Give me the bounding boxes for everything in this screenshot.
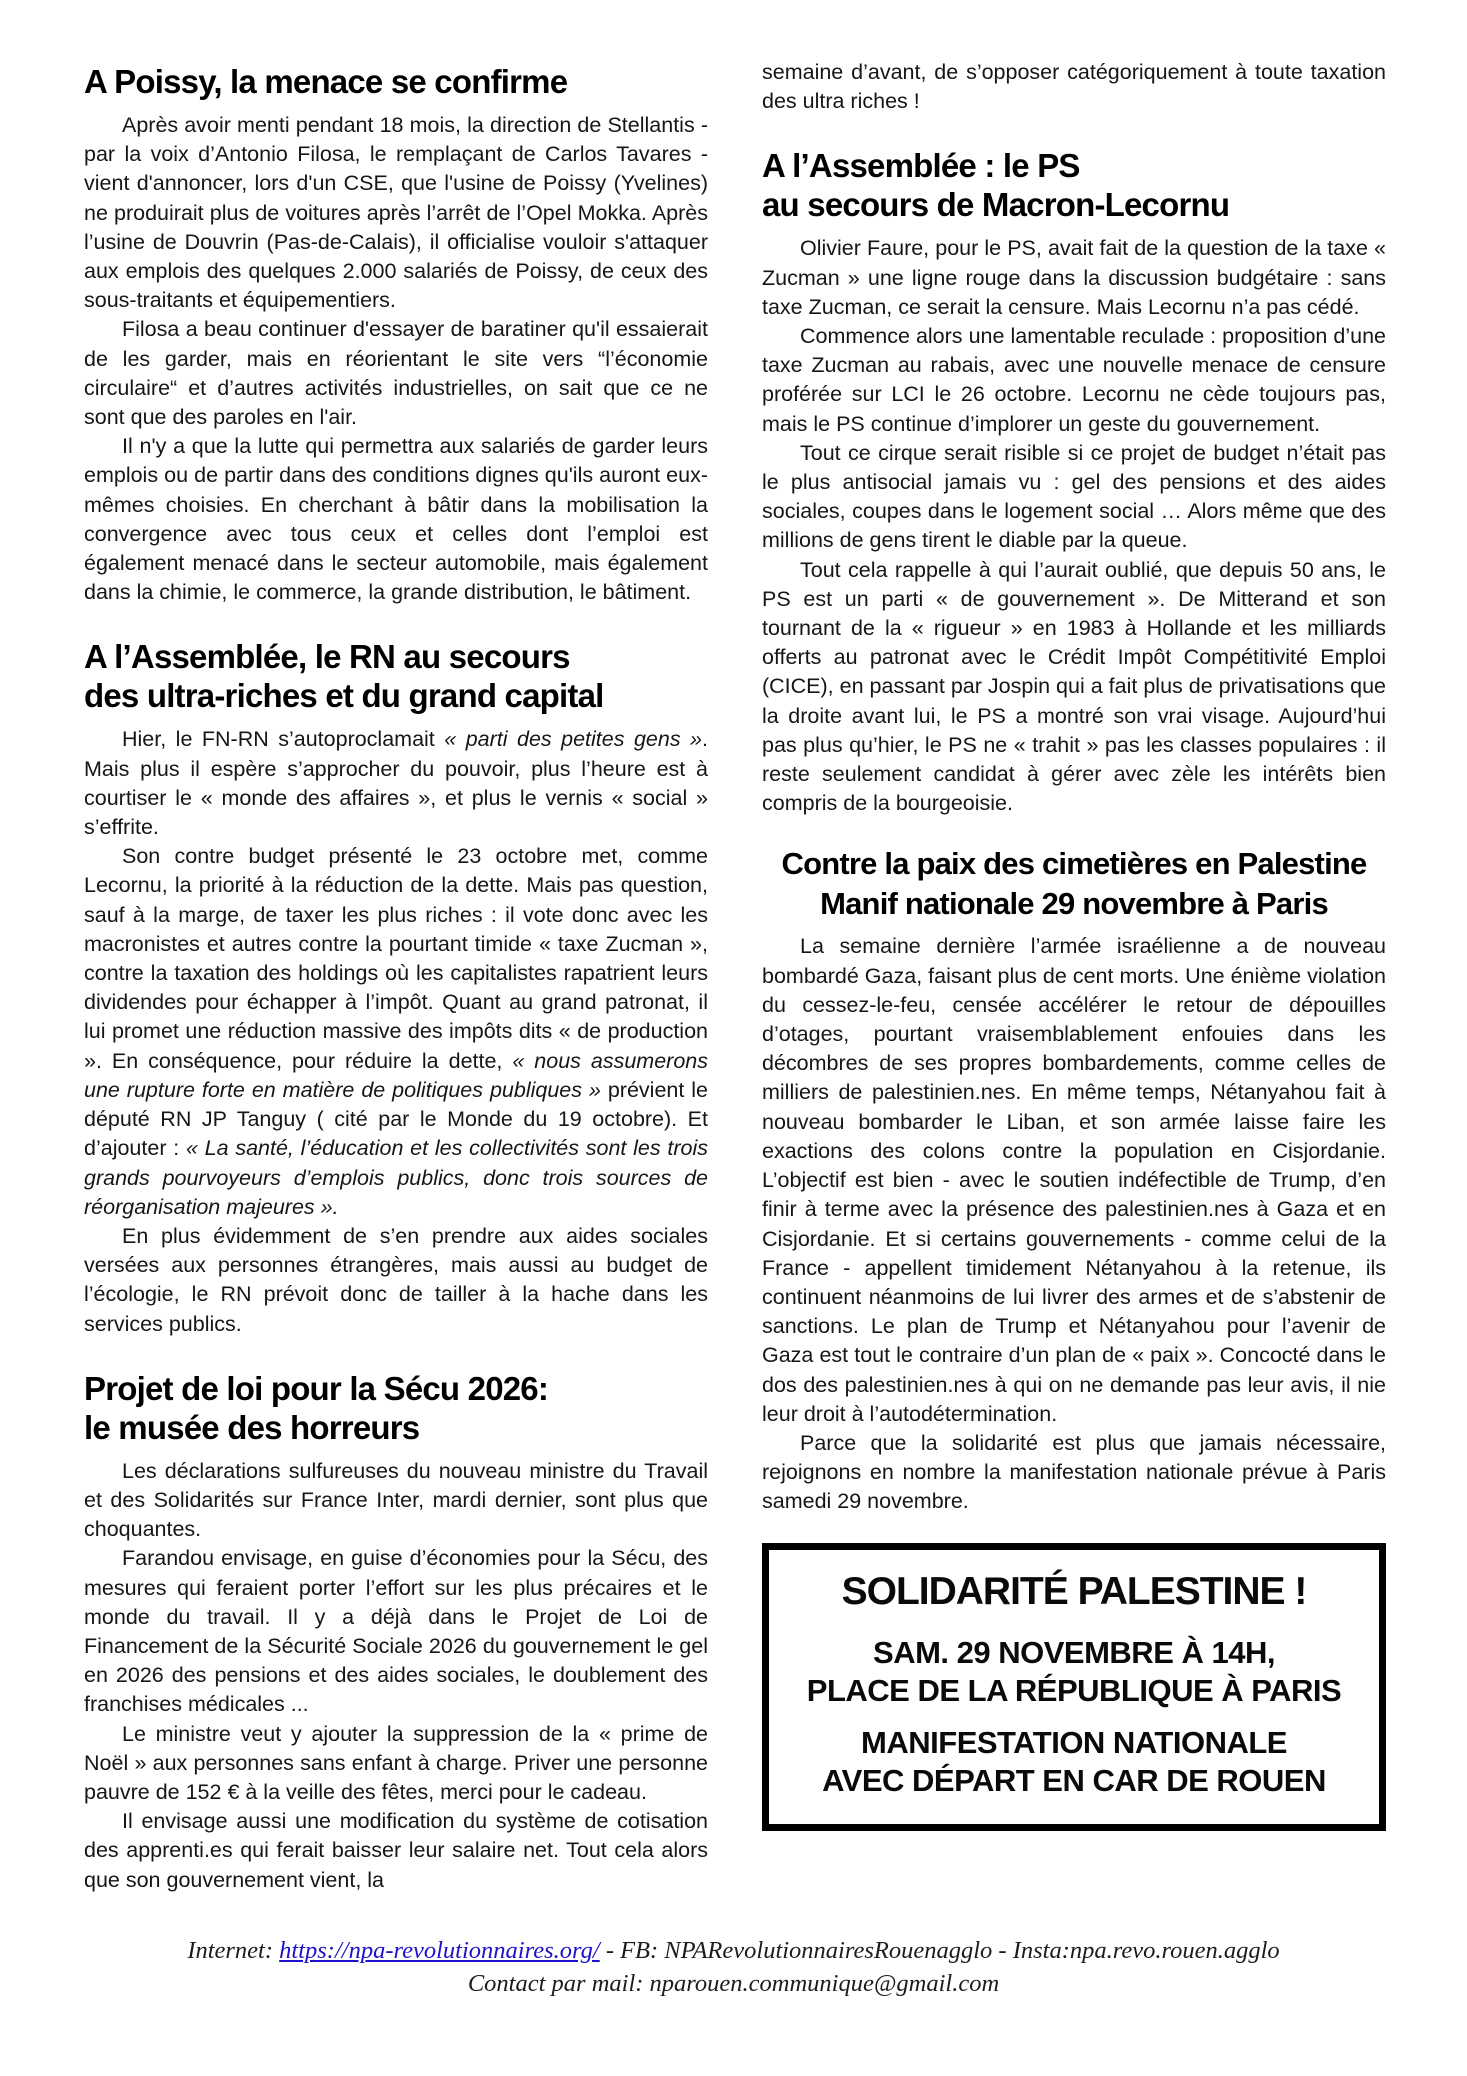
body-text: Tout cela rappelle à qui l’aurait oublié, que depuis 50 ans, le PS est un parti « de gouvernement ». De Mitterand et son tournant de la « rigueur » en 1983 à Hollande et les milliards offerts au patronat avec le Crédit Impôt Compétitivité Emploi (CICE), en passant par Jospin qui a fait plus de privatisations que la droite avant lui, le PS a montré son vrai visage. Aujourd’hui pas plus qu’hier, le PS ne « trahit » pas les classes populaires : il reste seulement candidat à gérer avec zèle les intérêts bien compris de la bourgeoisie. — [762, 557, 1386, 816]
body-text: Farandou envisage, en guise d’économies pour la Sécu, des mesures qui feraient porter l’effort sur les plus précaires et le monde du travail. Il y a déjà dans le Projet de Loi de Financement de la Sécurité Sociale 2026 du gouvernement le gel en 2026 des pensions et des aides sociales, le doublement des franchises médicales ... — [84, 1546, 708, 1717]
body-paragraph — [762, 932, 1386, 1428]
body-text: Olivier Faure, pour le PS, avait fait de la question de la taxe « Zucman » une ligne rouge dans la discussion budgétaire : sans taxe Zucman, ce serait la censure. Mais Lecornu n’a pas cédé. — [762, 236, 1386, 319]
page-footer — [0, 1934, 1467, 2000]
body-text: . Mais plus il espère s’approcher du pouvoir, plus l’heure est à courtiser le « monde des affaires », et plus le vernis « social » s’effrite. — [84, 727, 708, 840]
heading-line: A l’Assemblée : le PS — [762, 147, 1080, 185]
footer-internet-label: Internet: — [187, 1937, 280, 1964]
left-column — [84, 58, 708, 1895]
section-heading — [762, 146, 1386, 224]
body-text: La semaine dernière l’armée israélienne a de nouveau bombardé Gaza, faisant plus de cent morts. Une énième violation du cessez-le-feu, censée accélérer le retour de dépouilles d’otages, pourtant vraisemblablement enfouies dans les décombres de ses propres bombardements, comme celles de milliers de palestinien.nes. En même temps, Nétanyahou fait à nouveau bombarder le Liban, et son armée laisse faire les exactions des colons contre la population en Cisjordanie. L’objectif est bien - avec le soutien indéfectible de Trump, d’en finir à terme avec la présence des palestinien.nes à Gaza et en Cisjordanie. Et si certains gouvernements - comme celui de la France - appellent timidement Nétanyahou à la retenue, ils continuent néanmoins de lui livrer des armes et de s’abstenir de sanctions. Le plan de Trump et Nétanyahou pour l’avenir de Gaza est tout le contraire d’un plan de « paix ». Concocté dans le dos des palestinien.nes à qui on ne demande pas leur avis, il nie leur droit à l’autodétermination. — [762, 934, 1386, 1426]
body-text: Les déclarations sulfureuses du nouveau ministre du Travail et des Solidarités sur France Inter, mardi dernier, sont plus que choquantes. — [84, 1458, 708, 1542]
body-paragraph — [762, 234, 1386, 322]
heading-line: Manif nationale 29 novembre à Paris — [820, 886, 1328, 922]
heading-line: Projet de loi pour la Sécu 2026: — [84, 1369, 549, 1407]
box-text-group — [775, 1634, 1373, 1710]
box-text-group — [775, 1724, 1373, 1800]
body-paragraph — [84, 1222, 708, 1339]
box-line: SAM. 29 NOVEMBRE À 14H, — [873, 1634, 1275, 1670]
body-paragraph — [84, 111, 708, 315]
heading-line: A l’Assemblée, le RN au secours — [84, 638, 570, 676]
body-text: Il n'y a que la lutte qui permettra aux salariés de garder leurs emplois ou de partir dans des conditions dignes qu'ils auront eux-mêmes choisies. En cherchant à bâtir dans la mobilisation la convergence avec tous ceux et celles dont l’emploi est également menacé dans le secteur automobile, mais également dans la chimie, le commerce, la grande distribution, le bâtiment. — [84, 434, 708, 605]
body-paragraph — [84, 1720, 708, 1808]
right-column — [762, 58, 1386, 1831]
box-line: PLACE DE LA RÉPUBLIQUE À PARIS — [806, 1672, 1342, 1708]
section-heading — [84, 637, 708, 715]
quoted-italic-text: « nous assumerons une rupture forte en matière de politiques publiques » — [84, 1048, 708, 1102]
body-text: Filosa a beau continuer d'essayer de baratiner qu'il essaierait de les garder, mais en réorientant le site vers “l’économie circulaire“ et d’autres activités industrielles, on sait que ce ne sont que des paroles en l'air. — [84, 317, 708, 430]
body-paragraph — [762, 322, 1386, 439]
quoted-italic-text: « parti des petites gens » — [444, 727, 703, 752]
footer-line-1 — [0, 1934, 1467, 1967]
footer-line-2: Contact par mail: nparouen.communique@gmail.com — [467, 1970, 1000, 1997]
body-text: prévient le député RN JP Tanguy ( cité par le Monde du 19 octobre). Et d’ajouter : — [84, 1077, 709, 1161]
solidarity-announcement-box — [762, 1543, 1386, 1831]
body-text: semaine d’avant, de s’opposer catégoriquement à toute taxation des ultra riches ! — [762, 60, 1386, 114]
body-paragraph — [84, 842, 708, 1222]
heading-line: Contre la paix des cimetières en Palestine — [781, 846, 1367, 882]
body-text: En plus évidemment de s’en prendre aux aides sociales versées aux personnes étrangères, mais aussi au budget de l’écologie, le RN prévoit donc de tailler à la hache dans les services publics. — [84, 1223, 708, 1336]
footer-social-text: - FB: NPARevolutionnairesRouenagglo - Insta:npa.revo.rouen.agglo — [599, 1937, 1280, 1964]
body-text: Il envisage aussi une modification du système de cotisation des apprenti.es qui ferait baisser leur salaire net. Tout cela alors que son gouvernement vient, la — [84, 1809, 708, 1892]
body-paragraph — [762, 556, 1386, 819]
heading-line: au secours de Macron-Lecornu — [762, 186, 1230, 224]
body-text: Hier, le FN-RN s’autoproclamait — [122, 727, 445, 752]
body-text: Parce que la solidarité est plus que jamais nécessaire, rejoignons en nombre la manifestation nationale prévue à Paris samedi 29 novembre. — [762, 1430, 1386, 1514]
body-text: Après avoir menti pendant 18 mois, la direction de Stellantis - par la voix d’Antonio Filosa, le remplaçant de Carlos Tavares - vient d'annoncer, lors d'un CSE, que l'usine de Poissy (Yvelines) ne produirait plus de voitures après l’arrêt de l’Opel Mokka. Après l’usine de Douvrin (Pas-de-Calais), il officialise vouloir s'attaquer aux emplois des quelques 2.000 salariés de Poissy, de ceux des sous-traitants et équipementiers. — [84, 113, 708, 313]
body-paragraph — [84, 315, 708, 432]
body-paragraph — [762, 439, 1386, 556]
quoted-italic-text: « La santé, l’éducation et les collectivités sont les trois grands pourvoyeurs d’emplois publics, donc trois sources de réorganisation majeures ». — [84, 1136, 708, 1219]
section-heading — [84, 1369, 708, 1447]
section-heading — [84, 62, 708, 101]
box-line: AVEC DÉPART EN CAR DE ROUEN — [822, 1762, 1326, 1798]
body-paragraph — [84, 432, 708, 607]
section-heading — [762, 844, 1386, 924]
box-title: SOLIDARITÉ PALESTINE ! — [841, 1569, 1307, 1613]
body-paragraph — [84, 1544, 708, 1719]
heading-line: A Poissy, la menace se confirme — [84, 63, 568, 100]
body-text: Commence alors une lamentable reculade : proposition d’une taxe Zucman au rabais, avec une nouvelle menace de censure proférée sur LCI le 26 octobre. Lecornu ne cède toujours pas, mais le PS continue d’implorer un geste du gouvernement. — [762, 324, 1386, 436]
footer-website-link[interactable]: https://npa-revolutionnaires.org/ — [279, 1937, 600, 1964]
body-paragraph — [762, 58, 1386, 116]
body-paragraph — [84, 1807, 708, 1895]
body-text: Son contre budget présenté le 23 octobre met, comme Lecornu, la priorité à la réduction de la dette. Mais pas question, sauf à la marge, de taxer les plus riches : il vote donc avec les macronistes et autres contre la pourtant timide « taxe Zucman », contre la taxation des holdings où les capitalistes rapatrient leurs dividendes pour échapper à l’impôt. Quant au grand patronat, il lui promet une réduction massive des impôts dits « de production ». En conséquence, pour réduire la dette, — [84, 844, 708, 1073]
box-line: MANIFESTATION NATIONALE — [861, 1724, 1287, 1760]
body-paragraph — [762, 1429, 1386, 1517]
body-text: Tout ce cirque serait risible si ce projet de budget n’était pas le plus antisocial jamais vu : gel des pensions et des aides sociales, coupes dans le logement social … Alors même que des millions de gens tirent le diable par la queue. — [762, 440, 1386, 553]
heading-line: des ultra-riches et du grand capital — [84, 677, 604, 715]
body-paragraph — [84, 725, 708, 842]
heading-line: le musée des horreurs — [84, 1408, 420, 1446]
body-paragraph — [84, 1457, 708, 1545]
body-text: Le ministre veut y ajouter la suppression de la « prime de Noël » aux personnes sans enfant à charge. Priver une personne pauvre de 152 € à la veille des fêtes, merci pour le cadeau. — [84, 1721, 708, 1804]
